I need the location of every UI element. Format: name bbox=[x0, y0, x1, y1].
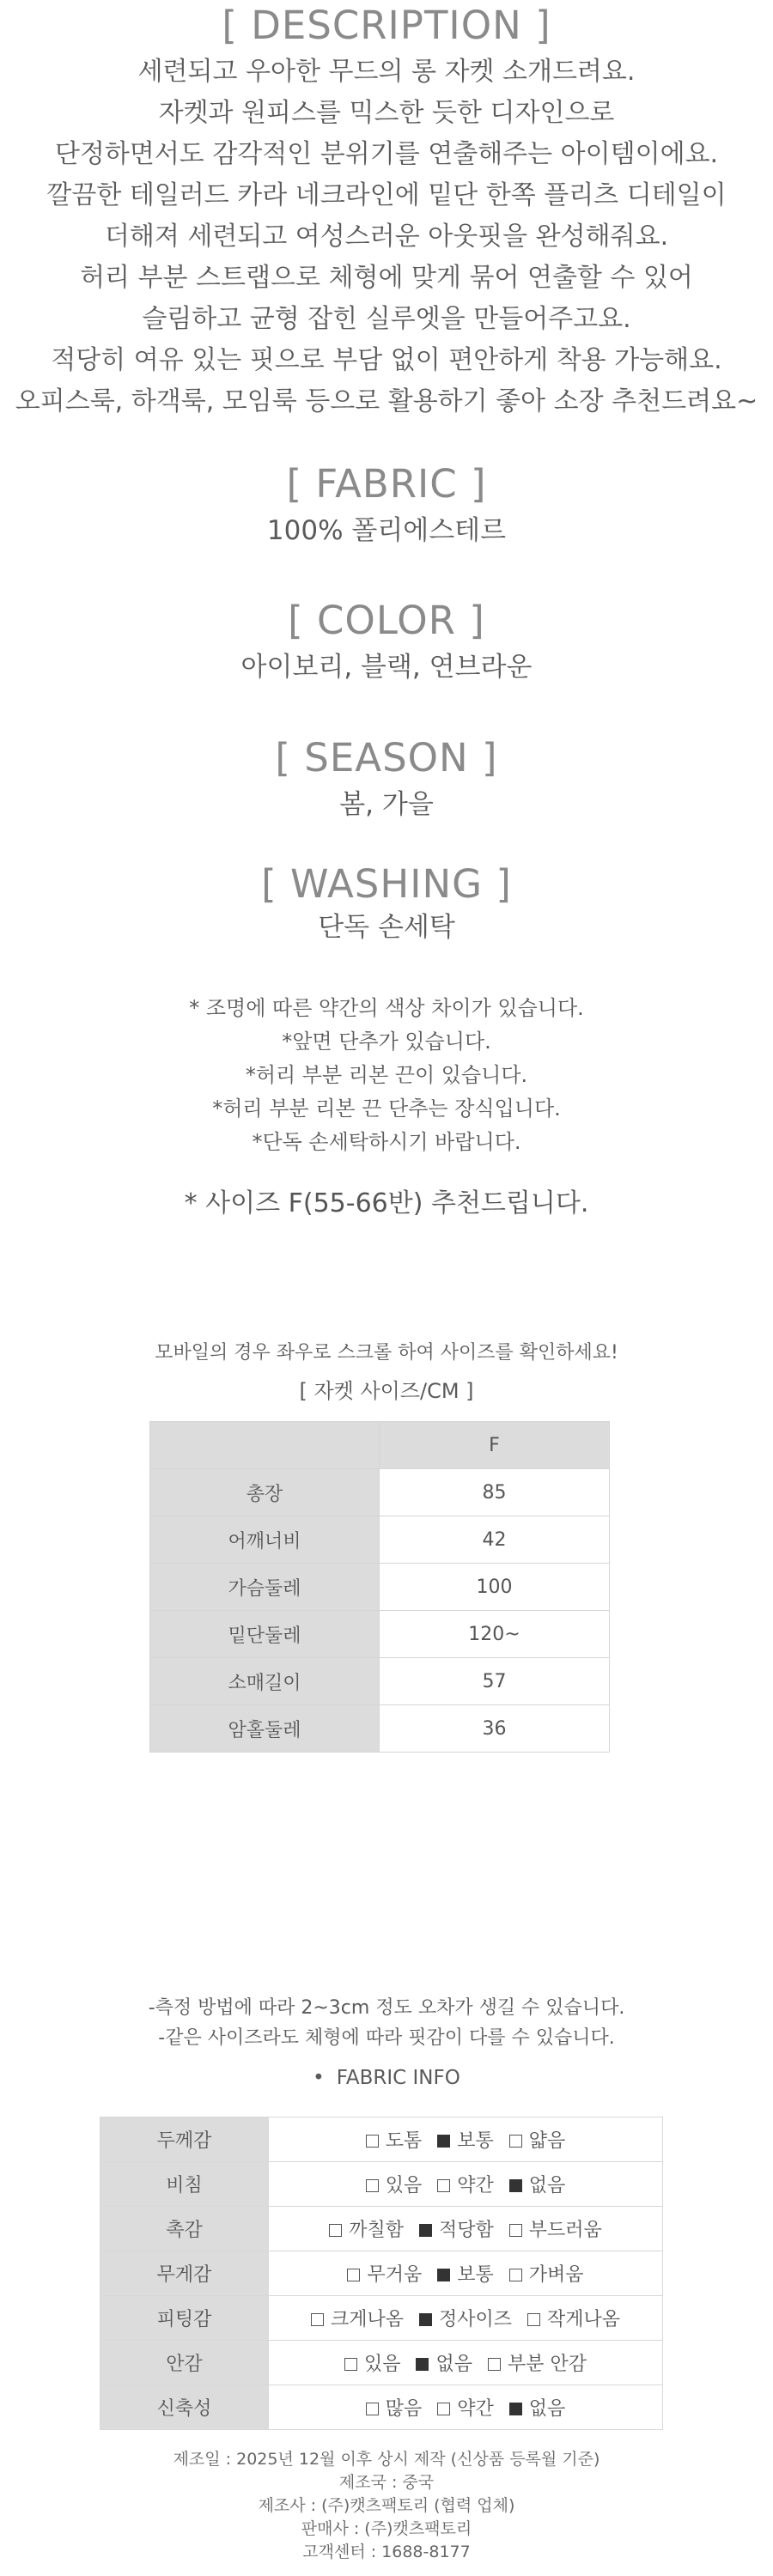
fabric-option bbox=[509, 2171, 566, 2197]
checked-box-icon bbox=[419, 2224, 432, 2237]
washing-section bbox=[0, 860, 773, 946]
fabric-option-label: 부분 안감 bbox=[508, 2354, 587, 2375]
fabric-info-row bbox=[100, 2207, 663, 2251]
fabric-option bbox=[509, 2126, 566, 2153]
description-line: 더해져 세련되고 여성스러운 아웃핏을 완성해줘요. bbox=[104, 222, 669, 252]
color-title: [ COLOR ] bbox=[288, 598, 485, 643]
fabric-option bbox=[419, 2305, 512, 2331]
size-table-header-row bbox=[150, 1422, 610, 1469]
fabric-option bbox=[366, 2126, 423, 2153]
care-note: *허리 부분 리본 끈이 있습니다. bbox=[245, 1063, 528, 1087]
season-section bbox=[0, 734, 773, 823]
unchecked-box-icon bbox=[527, 2313, 540, 2326]
unchecked-box-icon bbox=[509, 2224, 522, 2237]
care-note: *단독 손세탁하시기 바랍니다. bbox=[252, 1130, 521, 1154]
unchecked-box-icon bbox=[437, 2403, 450, 2415]
fabric-option bbox=[527, 2305, 620, 2331]
fabric-option-label: 보통 bbox=[457, 2264, 494, 2286]
fabric-info-row bbox=[100, 2341, 663, 2385]
fabric-option-label: 부드러움 bbox=[528, 2220, 602, 2241]
color-section bbox=[0, 597, 773, 686]
fabric-option-label: 까칠함 bbox=[349, 2220, 404, 2241]
fabric-option-label: 무거움 bbox=[367, 2264, 423, 2286]
care-note: *허리 부분 리본 끈 단추는 장식입니다. bbox=[212, 1097, 561, 1121]
fabric-info-row bbox=[100, 2162, 663, 2207]
fabric-attribute-options bbox=[269, 2162, 663, 2207]
unchecked-box-icon bbox=[311, 2313, 324, 2326]
fabric-attribute-options bbox=[269, 2207, 663, 2251]
size-row-label: 어깨너비 bbox=[150, 1516, 380, 1564]
fabric-option bbox=[419, 2215, 494, 2242]
fabric-attribute-label: 안감 bbox=[100, 2341, 269, 2385]
unchecked-box-icon bbox=[347, 2269, 360, 2281]
checked-box-icon bbox=[509, 2179, 522, 2192]
season-title: [ SEASON ] bbox=[275, 735, 498, 781]
mobile-scroll-hint: 모바일의 경우 좌우로 스크롤 하여 사이즈를 확인하세요! bbox=[155, 1342, 618, 1364]
unchecked-box-icon bbox=[366, 2135, 379, 2148]
checked-box-icon bbox=[509, 2403, 522, 2415]
fabric-option bbox=[488, 2349, 587, 2376]
fabric-option-label: 얇음 bbox=[528, 2130, 566, 2152]
checked-box-icon bbox=[437, 2269, 450, 2281]
fabric-option bbox=[347, 2260, 422, 2287]
size-row bbox=[150, 1469, 610, 1516]
fabric-attribute-label: 무게감 bbox=[100, 2251, 269, 2296]
season-value: 봄, 가을 bbox=[339, 789, 434, 820]
fabric-option bbox=[437, 2171, 494, 2197]
description-body bbox=[0, 52, 773, 422]
fabric-option bbox=[509, 2260, 584, 2287]
size-row bbox=[150, 1564, 610, 1611]
fabric-attribute-options bbox=[269, 2296, 663, 2341]
fabric-option-label: 많음 bbox=[385, 2398, 423, 2420]
fabric-option-label: 가벼움 bbox=[528, 2264, 584, 2286]
fabric-option bbox=[329, 2215, 404, 2242]
unchecked-box-icon bbox=[366, 2403, 379, 2415]
fabric-option-label: 도톰 bbox=[385, 2130, 423, 2152]
fabric-option-label: 없음 bbox=[435, 2354, 472, 2375]
fabric-attribute-label: 두께감 bbox=[100, 2117, 269, 2162]
checked-box-icon bbox=[419, 2313, 432, 2326]
color-value: 아이보리, 블랙, 연브라운 bbox=[240, 652, 533, 683]
description-line: 단정하면서도 감각적인 분위기를 연출해주는 아이템이에요. bbox=[54, 139, 719, 169]
fabric-attribute-options bbox=[269, 2117, 663, 2162]
size-row-label: 밑단둘레 bbox=[150, 1611, 380, 1658]
fabric-info-row bbox=[100, 2296, 663, 2341]
footer-line: 고객센터 : 1688-8177 bbox=[302, 2543, 471, 2561]
description-line: 오피스룩, 하객룩, 모임룩 등으로 활용하기 좋아 소장 추천드려요~ bbox=[15, 386, 758, 416]
unchecked-box-icon bbox=[329, 2224, 342, 2237]
unchecked-box-icon bbox=[488, 2358, 501, 2371]
fabric-option bbox=[416, 2349, 472, 2376]
fabric-option-label: 정사이즈 bbox=[438, 2309, 512, 2330]
footer-line: 판매사 : (주)캣츠팩토리 bbox=[301, 2519, 472, 2538]
bullet-icon: • bbox=[313, 2067, 325, 2089]
fabric-option-label: 없음 bbox=[528, 2398, 566, 2420]
fabric-info-row bbox=[100, 2117, 663, 2162]
fabric-option bbox=[366, 2394, 423, 2421]
size-row-label: 총장 bbox=[150, 1469, 380, 1516]
size-row-value: 57 bbox=[380, 1658, 610, 1705]
size-recommendation: * 사이즈 F(55-66반) 추천드립니다. bbox=[184, 1188, 589, 1218]
description-line: 슬림하고 균형 잡힌 실루엣을 만들어주고요. bbox=[142, 304, 631, 334]
fabric-option bbox=[509, 2215, 602, 2242]
washing-title: [ WASHING ] bbox=[261, 861, 512, 907]
size-row bbox=[150, 1611, 610, 1658]
fabric-option bbox=[509, 2394, 566, 2421]
size-table bbox=[149, 1421, 610, 1753]
unchecked-box-icon bbox=[366, 2179, 379, 2192]
fabric-option bbox=[344, 2349, 401, 2376]
footer-line: 제조일 : 2025년 12월 이후 상시 제작 (신상품 등록월 기준) bbox=[173, 2450, 600, 2469]
size-column-header: F bbox=[380, 1422, 610, 1469]
fabric-attribute-label: 비침 bbox=[100, 2162, 269, 2207]
footer-line: 제조사 : (주)캣츠팩토리 (협력 업체) bbox=[258, 2496, 515, 2515]
fabric-option bbox=[366, 2171, 423, 2197]
fabric-option-label: 적당함 bbox=[438, 2220, 494, 2241]
size-row bbox=[150, 1658, 610, 1705]
description-line: 세련되고 우아한 무드의 롱 자켓 소개드려요. bbox=[137, 57, 636, 87]
fabric-attribute-options bbox=[269, 2385, 663, 2430]
fabric-info-row bbox=[100, 2251, 663, 2296]
size-row-label: 가슴둘레 bbox=[150, 1564, 380, 1611]
measure-notes bbox=[0, 1993, 773, 2053]
fabric-option-label: 크게나옴 bbox=[330, 2309, 404, 2330]
unchecked-box-icon bbox=[437, 2179, 450, 2192]
size-row-value: 36 bbox=[380, 1705, 610, 1753]
fabric-option bbox=[437, 2126, 494, 2153]
unchecked-box-icon bbox=[344, 2358, 357, 2371]
description-line: 허리 부분 스트랩으로 체형에 맞게 묶어 연출할 수 있어 bbox=[80, 263, 693, 293]
care-notes bbox=[0, 992, 773, 1159]
fabric-info-heading bbox=[0, 2067, 773, 2089]
checked-box-icon bbox=[416, 2358, 429, 2371]
measure-note: -같은 사이즈라도 체형에 따라 핏감이 다를 수 있습니다. bbox=[158, 2027, 615, 2049]
fabric-option-label: 있음 bbox=[363, 2354, 401, 2375]
fabric-attribute-label: 피팅감 bbox=[100, 2296, 269, 2341]
fabric-attribute-label: 촉감 bbox=[100, 2207, 269, 2251]
fabric-option bbox=[311, 2305, 404, 2331]
fabric-attribute-label: 신축성 bbox=[100, 2385, 269, 2430]
fabric-value: 100% 폴리에스테르 bbox=[266, 515, 507, 546]
fabric-option-label: 작게나옴 bbox=[547, 2309, 621, 2330]
fabric-option-label: 약간 bbox=[457, 2398, 494, 2420]
fabric-option-label: 없음 bbox=[528, 2175, 566, 2196]
measure-note: -측정 방법에 따라 2~3cm 정도 오차가 생길 수 있습니다. bbox=[148, 1997, 625, 2019]
description-section bbox=[0, 2, 773, 422]
size-row-label: 암홀둘레 bbox=[150, 1705, 380, 1753]
checked-box-icon bbox=[437, 2135, 450, 2148]
fabric-option-label: 약간 bbox=[457, 2175, 494, 2196]
fabric-section bbox=[0, 460, 773, 550]
fabric-option bbox=[437, 2394, 494, 2421]
size-table-title: [ 자켓 사이즈/CM ] bbox=[299, 1379, 474, 1403]
description-line: 적당히 여유 있는 핏으로 부담 없이 편안하게 착용 가능해요. bbox=[51, 345, 722, 375]
footer-line: 제조국 : 중국 bbox=[338, 2473, 435, 2492]
fabric-attribute-options bbox=[269, 2341, 663, 2385]
washing-value: 단독 손세탁 bbox=[318, 912, 455, 943]
size-row-value: 85 bbox=[380, 1469, 610, 1516]
description-line: 자켓과 원피스를 믹스한 듯한 디자인으로 bbox=[158, 98, 615, 128]
care-note: *앞면 단추가 있습니다. bbox=[282, 1030, 491, 1054]
fabric-option bbox=[437, 2260, 494, 2287]
size-row bbox=[150, 1705, 610, 1753]
description-title: [ DESCRIPTION ] bbox=[222, 3, 551, 48]
fabric-info-table bbox=[100, 2117, 663, 2430]
unchecked-box-icon bbox=[509, 2269, 522, 2281]
fabric-option-label: 보통 bbox=[457, 2130, 494, 2152]
fabric-title: [ FABRIC ] bbox=[286, 461, 487, 507]
unchecked-box-icon bbox=[509, 2135, 522, 2148]
fabric-info-row bbox=[100, 2385, 663, 2430]
size-row-value: 120~ bbox=[380, 1611, 610, 1658]
size-row bbox=[150, 1516, 610, 1564]
care-note: * 조명에 따른 약간의 색상 차이가 있습니다. bbox=[189, 996, 584, 1020]
fabric-attribute-options bbox=[269, 2251, 663, 2296]
fabric-info-title: FABRIC INFO bbox=[336, 2067, 460, 2089]
description-line: 깔끔한 테일러드 카라 네크라인에 밑단 한쪽 플리츠 디테일이 bbox=[46, 180, 727, 210]
fabric-option-label: 있음 bbox=[385, 2175, 423, 2196]
size-row-label: 소매길이 bbox=[150, 1658, 380, 1705]
product-footer-info bbox=[0, 2448, 773, 2564]
size-row-value: 100 bbox=[380, 1564, 610, 1611]
size-table-corner bbox=[150, 1422, 380, 1469]
size-row-value: 42 bbox=[380, 1516, 610, 1564]
